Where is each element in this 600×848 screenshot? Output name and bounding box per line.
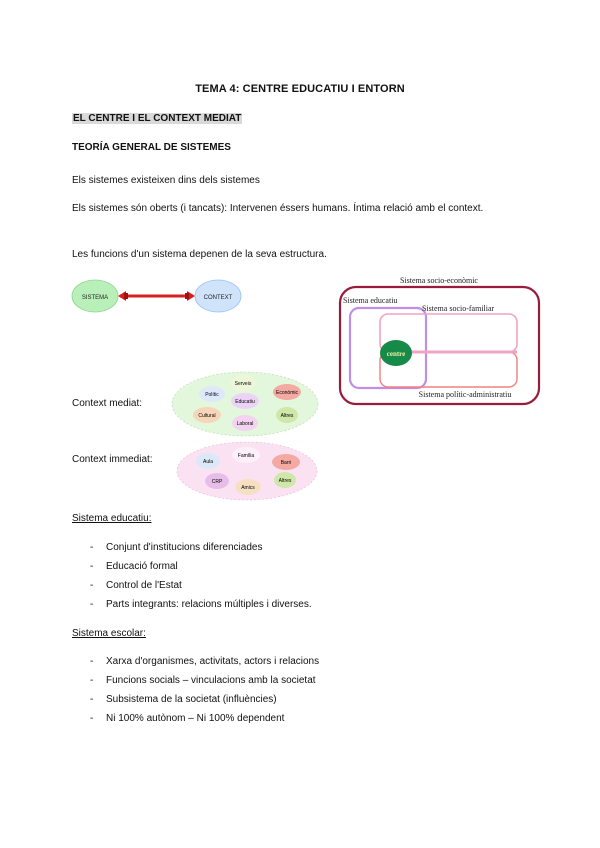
arrow-knob-right bbox=[185, 293, 189, 299]
list-item: - Control de l'Estat bbox=[90, 580, 182, 591]
context-mediat-diagram bbox=[170, 370, 320, 438]
context-mediat-label: Context mediat: bbox=[72, 398, 143, 409]
sistema-node-label: SISTEMA bbox=[81, 295, 109, 301]
immediat-node-aula-label: Aula bbox=[202, 459, 214, 465]
section-heading: EL CENTRE I EL CONTEXT MEDIAT bbox=[73, 113, 242, 124]
politic-system-label: Sistema polític-administratiu bbox=[418, 390, 512, 399]
list-item: - Subsistema de la societat (influències) bbox=[90, 694, 277, 705]
sistema-educatiu-list bbox=[72, 538, 312, 614]
list-item-text: Educació formal bbox=[106, 561, 178, 572]
context-immediat-label: Context immediat: bbox=[72, 454, 153, 465]
paragraph-3: Les funcions d'un sistema depenen de la seva estructura. bbox=[72, 249, 327, 260]
mediat-node-laboral-label: Laboral bbox=[236, 421, 254, 427]
paragraph-1: Els sistemes existeixen dins dels sistemes bbox=[72, 175, 260, 186]
list-item: - Funcions socials – vinculacions amb la societat bbox=[90, 675, 316, 686]
list-item: - Educació formal bbox=[90, 561, 178, 572]
list-item-text: Funcions socials – vinculacions amb la societat bbox=[106, 675, 316, 686]
list-item-text: Ni 100% autònom – Ni 100% dependent bbox=[106, 713, 285, 724]
sistema-escolar-heading: Sistema escolar: bbox=[72, 628, 146, 639]
nested-systems-diagram bbox=[336, 272, 542, 410]
immediat-node-familia-label: Família bbox=[237, 453, 255, 459]
mediat-node-politic-label: Polític bbox=[205, 392, 219, 398]
sistema-educatiu-heading: Sistema educatiu: bbox=[72, 513, 152, 524]
sistema-escolar-list bbox=[72, 652, 319, 728]
mediat-node-serveis-label: Serveis bbox=[234, 381, 252, 387]
immediat-node-altres-label: Altres bbox=[278, 478, 292, 484]
mediat-node-altres-label: Altres bbox=[280, 413, 294, 419]
list-item-text: Conjunt d'institucions diferenciades bbox=[106, 542, 263, 553]
mediat-node-economic-label: Econòmic bbox=[276, 390, 298, 396]
page-title: TEMA 4: CENTRE EDUCATIU I ENTORN bbox=[195, 83, 405, 95]
mediat-node-cultural-label: Cultural bbox=[198, 413, 216, 419]
list-item-text: Parts integrants: relacions múltiples i diverses. bbox=[106, 599, 312, 610]
list-item-text: Control de l'Estat bbox=[106, 580, 182, 591]
context-node-label: CONTEXT bbox=[203, 295, 233, 301]
list-item: - Ni 100% autònom – Ni 100% dependent bbox=[90, 713, 285, 724]
paragraph-2: Els sistemes són oberts (i tancats): Intervenen éssers humans. Íntima relació amb el context. bbox=[72, 203, 484, 214]
list-item-text: Xarxa d'organismes, activitats, actors i relacions bbox=[106, 656, 320, 667]
arrow-knob-left bbox=[124, 293, 128, 299]
immediat-node-crp-label: CRP bbox=[211, 479, 223, 485]
immediat-node-amics-label: Amics bbox=[241, 485, 255, 491]
system-context-diagram bbox=[70, 276, 245, 318]
familiar-system-label: Sistema socio-familiar bbox=[422, 304, 495, 313]
context-immediat-diagram bbox=[175, 440, 319, 502]
list-item: - Conjunt d'institucions diferenciades bbox=[90, 542, 263, 553]
mediat-node-educatiu-label: Educatiu bbox=[235, 399, 255, 405]
educatiu-system-label: Sistema educatiu bbox=[343, 296, 398, 305]
immediat-node-barri-label: Barri bbox=[280, 460, 292, 466]
subheading: TEORÍA GENERAL DE SISTEMES bbox=[72, 142, 231, 153]
centre-node-label: centre bbox=[386, 350, 406, 358]
outer-system-label: Sistema socio-econòmic bbox=[400, 276, 478, 285]
list-item: - Parts integrants: relacions múltiples i diverses. bbox=[90, 599, 312, 610]
list-item-text: Subsistema de la societat (influències) bbox=[106, 694, 277, 705]
list-item: - Xarxa d'organismes, activitats, actors i relacions bbox=[90, 656, 320, 667]
